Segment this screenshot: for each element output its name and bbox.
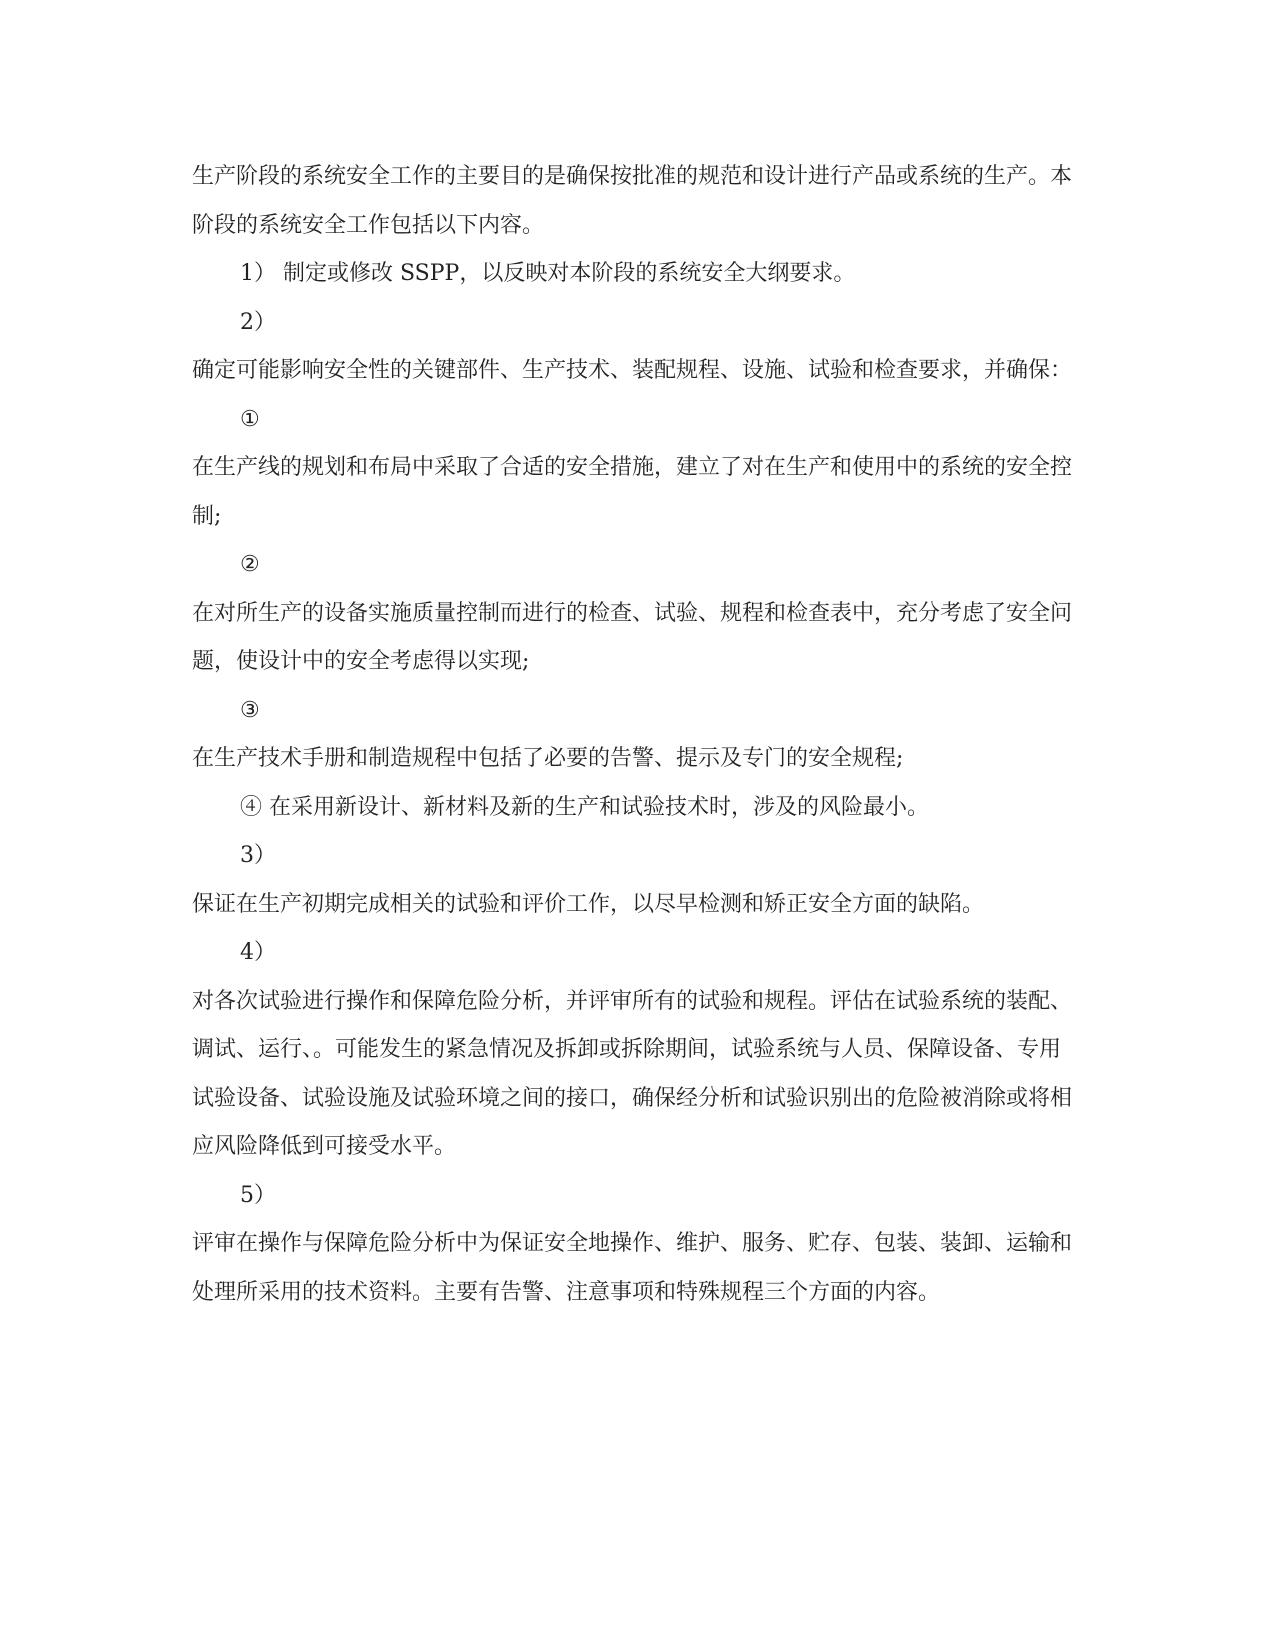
document-body: [192, 153, 1072, 1317]
item-3-marker: 3）: [240, 843, 276, 868]
subitem-1-marker: ①: [240, 406, 260, 432]
subitem-2-marker: ②: [240, 552, 260, 577]
intro-paragraph: 生产阶段的系统安全工作的主要目的是确保按批准的规范和设计进行产品或系统的生产。本阶段的系统安全工作包括以下内容。: [192, 164, 1073, 238]
subitem-1-paragraph: 在生产线的规划和布局中采取了合适的安全措施，建立了对在生产和使用中的系统的安全控制;: [192, 455, 1073, 529]
item-4-paragraph: 对各次试验进行操作和保障危险分析，并评审所有的试验和规程。评估在试验系统的装配、调试、运行、。可能发生的紧急情况及拆卸或拆除期间，试验系统与人员、保障设备、专用试验设备、试验设施及试验环境之间的接口，确保经分析和试验识别出的危险被消除或将相应风险降低到可接受水平。: [192, 988, 1073, 1159]
item-3-paragraph: 保证在生产初期完成相关的试验和评价工作，以尽早检测和矫正安全方面的缺陷。: [192, 891, 985, 917]
item-1-paragraph: 1） 制定或修改 SSPP，以反映对本阶段的系统安全大纲要求。: [240, 261, 856, 286]
subitem-3-paragraph: 在生产技术手册和制造规程中包括了必要的告警、提示及专门的安全规程;: [192, 746, 904, 771]
item-5-marker: 5）: [240, 1182, 276, 1208]
subitem-2-paragraph: 在对所生产的设备实施质量控制而进行的检查、试验、规程和检查表中，充分考虑了安全问题，使设计中的安全考虑得以实现;: [192, 600, 1073, 674]
item-2-marker: 2）: [240, 309, 276, 335]
subitem-3-marker: ③: [240, 697, 260, 723]
item-2-paragraph: 确定可能影响安全性的关键部件、生产技术、装配规程、设施、试验和检查要求，并确保：: [192, 358, 1073, 383]
subitem-4-paragraph: ④ 在采用新设计、新材料及新的生产和试验技术时，涉及的风险最小。: [240, 794, 929, 820]
item-5-paragraph: 评审在操作与保障危险分析中为保证安全地操作、维护、服务、贮存、包装、装卸、运输和处理所采用的技术资料。主要有告警、注意事项和特殊规程三个方面的内容。: [192, 1231, 1073, 1305]
item-4-marker: 4）: [240, 940, 276, 965]
